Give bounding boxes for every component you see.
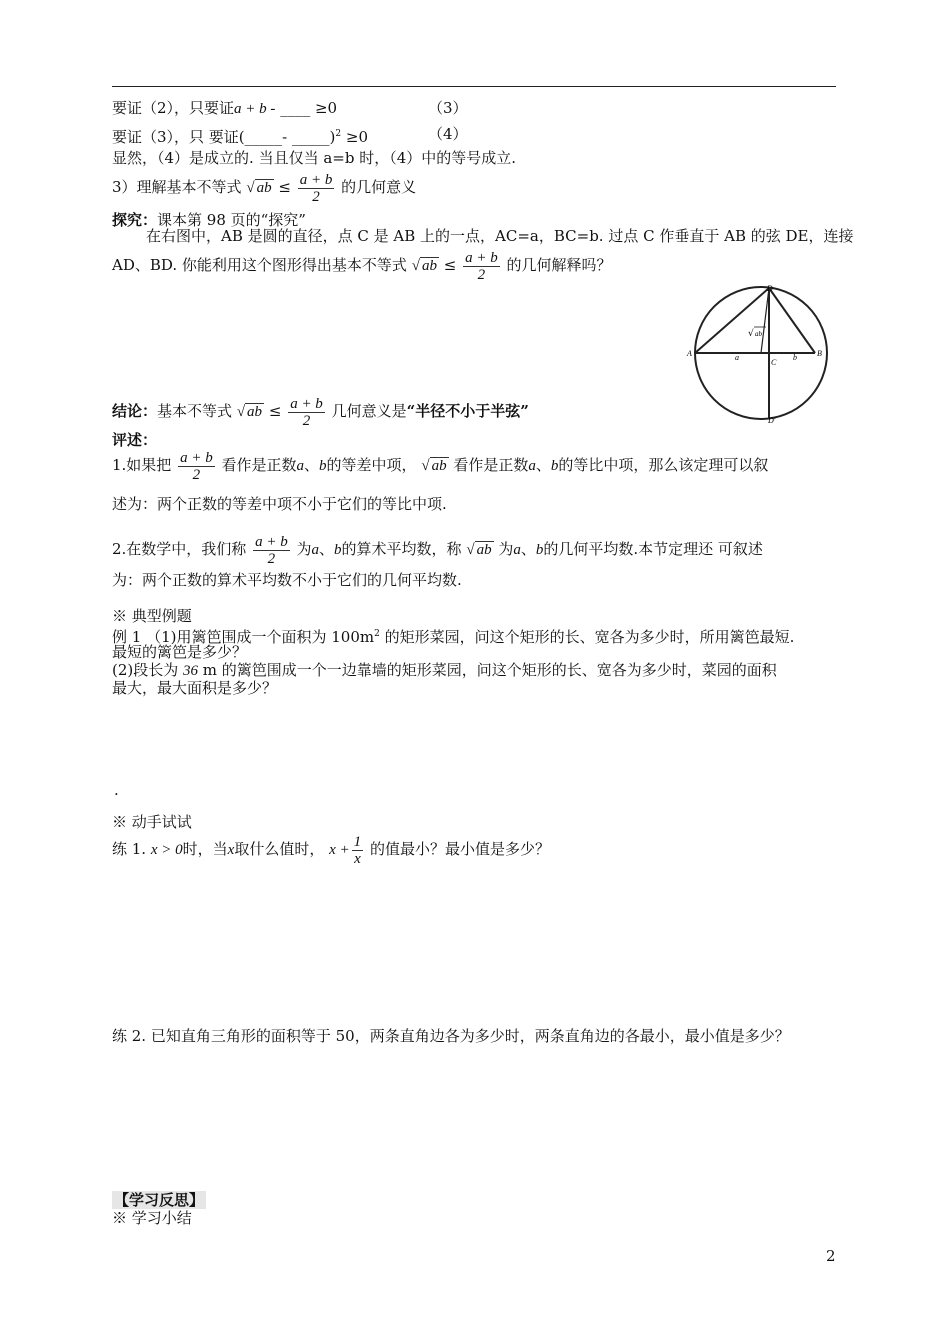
line-prefix: 要证（3），只 要证( [112, 128, 245, 146]
denominator: x [354, 850, 361, 867]
label-B: B [817, 349, 822, 358]
radicand: ab [421, 258, 437, 274]
relation: ≥0 [345, 128, 369, 146]
answer-blank: ____ [280, 99, 311, 117]
text: 、 [304, 456, 320, 474]
text: (2)段长为 [112, 661, 179, 679]
label-sqrt-ab: ab [755, 330, 762, 338]
stray-dot: . [114, 781, 119, 799]
review-label: 评述： [112, 431, 158, 449]
leq-sign: ≤ [278, 178, 291, 196]
radicand: ab [431, 458, 447, 474]
label-A: A [687, 349, 692, 358]
var-a: a [311, 542, 320, 558]
radicand: ab [476, 542, 492, 558]
equation-number-4: （4） [428, 125, 468, 143]
label-C: C [771, 358, 777, 367]
line-prefix: 要证（2），只要证 [112, 99, 235, 117]
text: 2.在数学中，我们称 [112, 540, 247, 558]
text: 看作是正数 [221, 456, 297, 474]
numerator: a + b [255, 533, 288, 550]
practice-2: 练 2. 已知直角三角形的面积等于 50，两条直角边各为多少时，两条直角边的各最小，最小值是多少？ [112, 1027, 790, 1045]
sqrt-ab: √ ab [466, 542, 492, 558]
denominator: 2 [192, 466, 201, 483]
math-expr: a + b - [234, 101, 276, 117]
header-rule [112, 86, 836, 87]
text: 为 [498, 540, 514, 558]
equation-number-3: （3） [428, 99, 468, 117]
conclusion-line [112, 394, 529, 429]
practice-1 [112, 832, 550, 867]
conclusion-label: 结论： [112, 402, 158, 420]
var-b: b [334, 542, 342, 558]
example-2-line-2: 最大，最大面积是多少？ [112, 679, 278, 697]
fraction-1-over-x [352, 834, 364, 867]
text: 、 [535, 456, 551, 474]
text: 、 [319, 540, 335, 558]
var-x: x [227, 842, 235, 858]
explore-paragraph-2 [112, 248, 612, 283]
radius-line [761, 288, 769, 353]
exponent: 2 [335, 129, 342, 139]
fraction-a-plus-b-over-2 [463, 250, 500, 283]
circle-diagram [684, 282, 834, 432]
label-D: D [767, 284, 773, 293]
denominator: 2 [267, 550, 276, 567]
length-value: 36 [183, 663, 199, 679]
text: 的矩形菜园，问这个矩形的长、宽各为多少时，所用篱笆最短. [379, 628, 795, 646]
label-a: a [735, 353, 739, 362]
page-number: 2 [826, 1247, 836, 1265]
sqrt-ab: √ ab [246, 180, 272, 196]
leq-sign: ≤ [443, 256, 457, 274]
expr: x + [329, 842, 350, 858]
numerator: a + b [299, 171, 333, 188]
fraction-a-plus-b-over-2 [298, 172, 335, 205]
examples-header: ※ 典型例题 [112, 607, 192, 625]
denominator: 2 [312, 188, 320, 205]
condition: x > 0 [150, 842, 183, 858]
explore-title: 课本第 98 页的“探究” [157, 211, 306, 229]
leq-sign: ≤ [268, 402, 282, 420]
fraction-a-plus-b-over-2 [288, 396, 325, 429]
text: 练 1. [112, 840, 147, 858]
conclusion-middle: 几何意义是 [331, 402, 407, 420]
var-a: a [296, 458, 305, 474]
sqrt-ab: √ ab [411, 258, 437, 274]
segment-BD [769, 288, 815, 353]
answer-blank-2: _____ [292, 128, 330, 146]
numerator: a + b [290, 395, 323, 412]
var-b: b [319, 458, 327, 474]
numerator: 1 [353, 833, 362, 850]
text: 的等比中项，那么该定理可以叙 [558, 456, 769, 474]
var-b: b [535, 542, 544, 558]
text: 的几何平均数.本节定理还 可叙述 [543, 540, 763, 558]
text: 的值最小？最小值是多少？ [369, 840, 550, 858]
proof-line-3 [112, 98, 337, 119]
var-a: a [528, 458, 536, 474]
answer-blank-1: _____ [244, 128, 283, 146]
var-b: b [550, 458, 559, 474]
conclusion-prefix: 基本不等式 [157, 402, 233, 420]
sqrt-ab: √ ab [236, 404, 263, 420]
exponent: 2 [374, 629, 380, 639]
learning-summary: ※ 学习小结 [112, 1209, 192, 1227]
numerator: a + b [180, 449, 213, 466]
section-3-heading [112, 170, 416, 205]
p2-prefix: AD、BD. 你能利用这个图形得出基本不等式 [112, 256, 407, 274]
text: m 的篱笆围成一个一边靠墙的矩形菜园，问这个矩形的长、宽各为多少时，菜园的面积 [198, 661, 777, 679]
text: 看作是正数 [453, 456, 529, 474]
label-b: b [793, 353, 797, 362]
text: 取什么值时， [234, 840, 325, 858]
var-a: a [513, 542, 521, 558]
close-paren: ) [329, 128, 336, 146]
heading-suffix: 的几何意义 [341, 178, 417, 196]
radicand: ab [247, 404, 263, 420]
fraction-a-plus-b-over-2 [253, 534, 290, 567]
radicand: ab [256, 180, 272, 196]
review-item-1 [112, 448, 768, 483]
example-1-line-2: 最短的篱笆是多少？ [112, 643, 248, 661]
relation: ≥0 [314, 99, 338, 117]
review-item-2 [112, 532, 763, 567]
text: 为 [296, 540, 312, 558]
text: 1.如果把 [112, 456, 172, 474]
proof-line-4 [112, 124, 368, 147]
radical-sign: √ [748, 329, 754, 339]
text: 、 [520, 540, 536, 558]
text: 例 1 （1)用篱笆围成一个面积为 100m [112, 628, 375, 646]
denominator: 2 [302, 412, 311, 429]
label-D-prime: D′ [768, 416, 776, 425]
denominator: 2 [477, 266, 486, 283]
text: 的等差中项， [326, 456, 417, 474]
explore-paragraph-1: 在右图中，AB 是圆的直径，点 C 是 AB 上的一点，AC=a，BC=b. 过点 C 作垂直于 AB 的弦 DE，连接 [146, 227, 854, 245]
text: 时，当 [182, 840, 228, 858]
fraction-a-plus-b-over-2 [178, 450, 215, 483]
text: 的算术平均数，称 [341, 540, 462, 558]
tag-label: 【学习反思】 [114, 1191, 205, 1209]
explore-label: 探究： [112, 211, 158, 229]
review-item-2-line-2: 为：两个正数的算术平均数不小于它们的几何平均数. [112, 571, 462, 589]
practice-header: ※ 动手试试 [112, 813, 192, 831]
reflection-tag [112, 1190, 206, 1210]
proof-conclusion-line: 显然，（4）是成立的. 当且仅当 a=b 时，（4）中的等号成立. [112, 149, 517, 167]
minus-sign: - [282, 128, 288, 146]
segment-AD [695, 288, 769, 353]
heading-prefix: 3）理解基本不等式 [112, 178, 242, 196]
review-item-1-line-2: 述为：两个正数的等差中项不小于它们的等比中项. [112, 495, 447, 513]
numerator: a + b [465, 249, 498, 266]
sqrt-ab: √ ab [421, 458, 447, 474]
conclusion-quote: “半径不小于半弦” [406, 402, 529, 420]
p2-suffix: 的几何解释吗？ [506, 256, 612, 274]
